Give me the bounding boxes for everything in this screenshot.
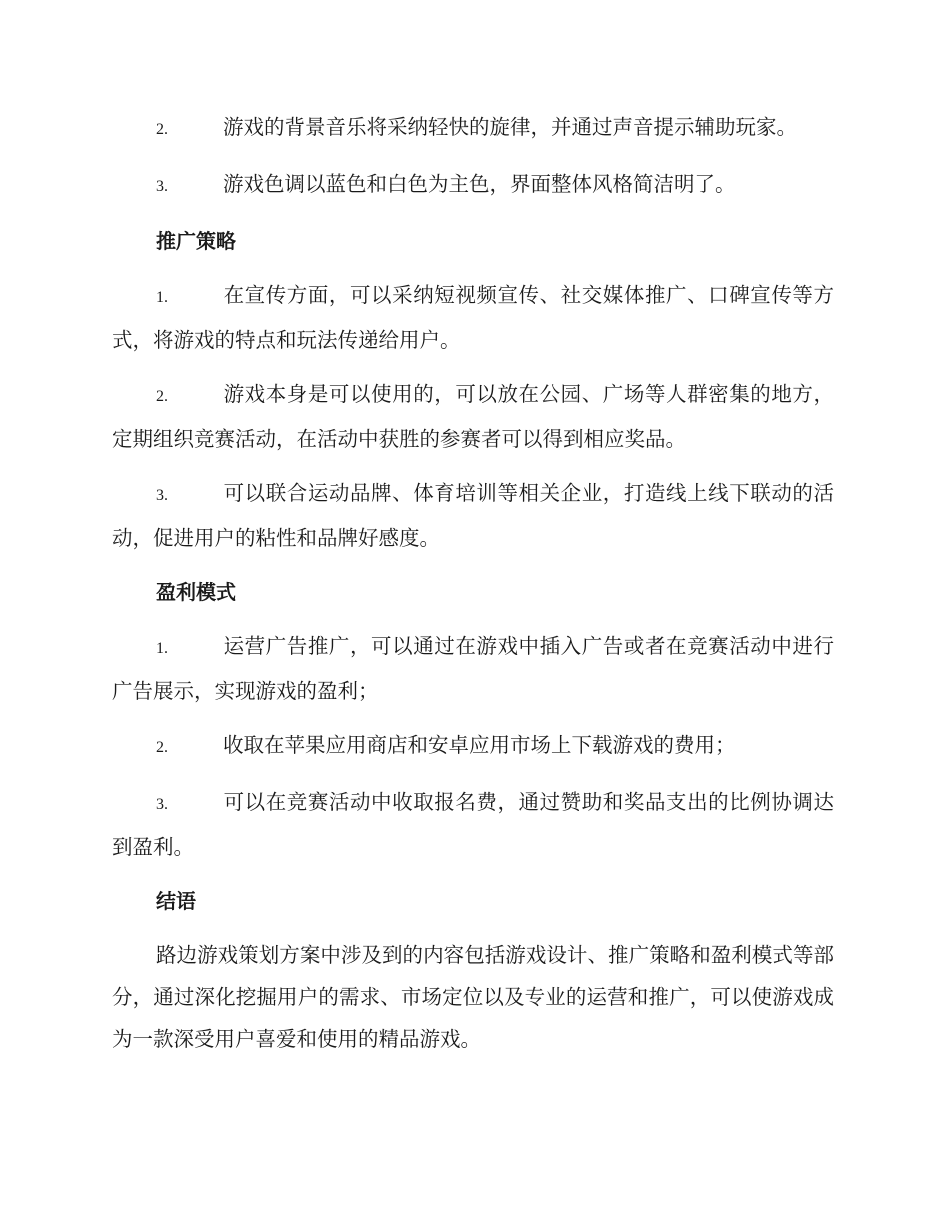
list-item xyxy=(112,724,834,769)
list-text: 游戏色调以蓝色和白色为主色，界面整体风格简洁明了。 xyxy=(223,172,736,196)
list-item xyxy=(112,625,834,712)
list-item xyxy=(112,373,834,460)
list-item xyxy=(112,472,834,559)
section-heading-promotion: 推广策略 xyxy=(156,229,236,253)
list-number: 1. xyxy=(156,640,168,657)
list-text: 在宣传方面，可以采纳短视频宣传、社交媒体推广、口碑宣传等方式，将游戏的特点和玩法传递给用户。 xyxy=(112,283,834,352)
list-item xyxy=(112,781,834,868)
list-number: 2. xyxy=(156,739,168,756)
list-number: 3. xyxy=(156,796,168,813)
list-number: 2. xyxy=(156,121,168,138)
list-text: 游戏本身是可以使用的，可以放在公园、广场等人群密集的地方，定期组织竞赛活动，在活动中获胜的参赛者可以得到相应奖品。 xyxy=(112,382,834,451)
list-text: 收取在苹果应用商店和安卓应用市场上下载游戏的费用； xyxy=(223,733,736,757)
section-heading-profit: 盈利模式 xyxy=(156,580,236,604)
list-number: 1. xyxy=(156,289,168,306)
list-number: 3. xyxy=(156,178,168,195)
list-item xyxy=(112,163,834,208)
list-text: 可以在竞赛活动中收取报名费，通过赞助和奖品支出的比例协调达到盈利。 xyxy=(112,790,834,859)
list-item xyxy=(112,274,834,361)
list-item xyxy=(112,106,834,151)
list-number: 3. xyxy=(156,487,168,504)
list-text: 可以联合运动品牌、体育培训等相关企业，打造线上线下联动的活动，促进用户的粘性和品牌好感度。 xyxy=(112,481,834,550)
document-page xyxy=(112,106,834,1072)
list-text: 游戏的背景音乐将采纳轻快的旋律，并通过声音提示辅助玩家。 xyxy=(223,115,797,139)
list-number: 2. xyxy=(156,388,168,405)
list-text: 运营广告推广，可以通过在游戏中插入广告或者在竞赛活动中进行广告展示，实现游戏的盈利； xyxy=(112,634,834,703)
conclusion-paragraph: 路边游戏策划方案中涉及到的内容包括游戏设计、推广策略和盈利模式等部分，通过深化挖掘用户的需求、市场定位以及专业的运营和推广，可以使游戏成为一款深受用户喜爱和使用的精品游戏。 xyxy=(112,943,834,1051)
section-heading-conclusion: 结语 xyxy=(156,889,196,913)
